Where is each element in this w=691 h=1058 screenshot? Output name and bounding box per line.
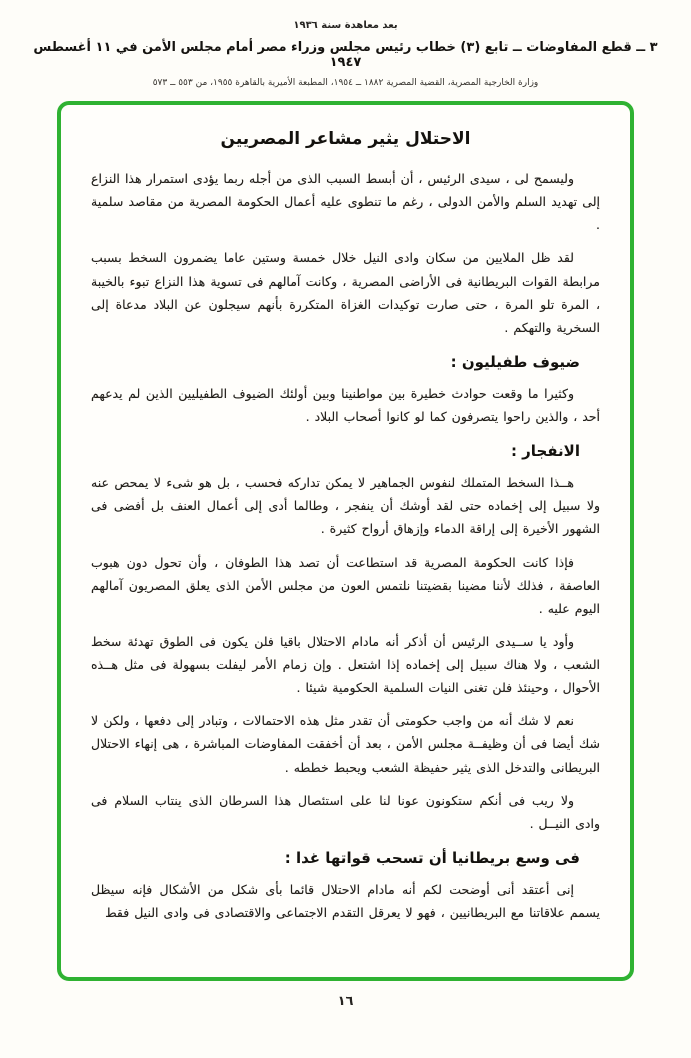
paragraph: وأود يا ســيدى الرئيس أن أذكر أنه مادام الاحتلال باقيا فلن يكون فى الطوق تهدئة سخط الشعب ، ولا هناك سبيل إلى إخماده إذا اشتعل . وإن زمام الأمر ليفلت بسهولة فى مثل هــذه الأحوال ، وحينئذ فلن تغنى النيات السلمية الحكومية شيئا . (91, 633, 600, 696)
header-note: بعد معاهدة سنة ١٩٣٦ (293, 20, 398, 31)
paragraph: نعم لا شك أنه من واجب حكومتى أن تقدر مثل هذه الاحتمالات ، وتبادر إلى دفعها ، ولكن لا شك أيضا فى أن وظيفــة مجلس الأمن ، بعد أن أخفقت المفاوضات المباشرة ، هى إنهاء الاحتلال البريطانى والتدخل الذى يثير حفيظة الشعب ويحبط خططه . (91, 713, 600, 775)
document-title: ٣ ــ قطع المفاوضات ــ تابع (٣) خطاب رئيس مجلس وزراء مصر أمام مجلس الأمن في ١١ أغسطس ١٩٤٧ (33, 40, 658, 70)
page-header (0, 0, 691, 88)
heading-parasitic-guests: ضيوف طفيليون : (450, 352, 580, 371)
heading-britain-can-withdraw: فى وسع بريطانيا أن تسحب قواتها غدا : (284, 848, 580, 867)
paragraph: هــذا السخط المتملك لنفوس الجماهير لا يمكن تداركه فحسب ، بل هو شىء لا يمحص عنه ولا سبيل إلى إخماده حتى لقد أوشك أن ينفجر ، وطالما أدى إلى أعمال العنف بل أفضى فى الشهور الأخيرة إلى إراقة الدماء وإزهاق أرواح كثيرة . (91, 475, 600, 537)
paragraph: وليسمح لى ، سيدى الرئيس ، أن أبسط السبب الذى من أجله ربما يؤدى استمرار هذا النزاع إلى تهديد السلم والأمن الدولى ، رغم ما تنطوى عليه أعمال الحكومة المصرية من مقاصد سلمية . (91, 171, 600, 233)
paragraph: لقد ظل الملايين من سكان وادى النيل خلال خمسة وستين عاما يضمرون السخط بسبب مرابطة القوات البريطانية فى الأراضى المصرية ، وكانت آمالهم فى تسوية هذا النزاع تبوء بالخيبة ، المرة تلو المرة ، حتى صارت توكيدات الغزاة المتكررة بأنهم سيجلون عن البلاد مدعاة إلى السخرية والتهكم . (91, 250, 600, 335)
page-number: ١٦ (337, 994, 354, 1009)
scanned-text-frame (57, 101, 634, 981)
paragraph: وكثيرا ما وقعت حوادث خطيرة بين مواطنينا وبين أولئك الضيوف الطفيليين الذين لم يدعهم أحد ، والذين راحوا يتصرفون كما لو كانوا أصحاب البلاد . (91, 385, 600, 424)
page-footer (0, 994, 691, 1009)
paragraph: ولا ريب فى أنكم ستكونون عونا لنا على استئصال هذا السرطان الذى ينتاب السلام فى وادى النيــل . (91, 792, 600, 831)
paragraph: فإذا كانت الحكومة المصرية قد استطاعت أن تصد هذا الطوفان ، وأن تحول دون هبوب العاصفة ، فذلك لأننا مضينا بقضيتنا نلتمس العون من مجلس الأمن الذى يعلق المصريون آمالهم اليوم عليه . (91, 554, 600, 616)
document-source-citation: وزارة الخارجية المصرية، القضية المصرية ١٨٨٢ ــ ١٩٥٤، المطبعة الأميرية بالقاهرة ١٩٥٥، من ٥٥٣ ــ ٥٧٣ (152, 78, 539, 88)
heading-explosion: الانفجار : (510, 442, 580, 461)
heading-occupation-stirs-feelings: الاحتلال يثير مشاعر المصريين (220, 129, 471, 149)
paragraph: إنى أعتقد أنى أوضحت لكم أنه مادام الاحتلال قائما بأى شكل من الأشكال فإنه سيظل يسمم علاقاتنا مع البريطانيين ، فهو لا يعرقل التقدم الاجتماعى والاقتصادى فى وادى النيل فقط (91, 881, 600, 920)
